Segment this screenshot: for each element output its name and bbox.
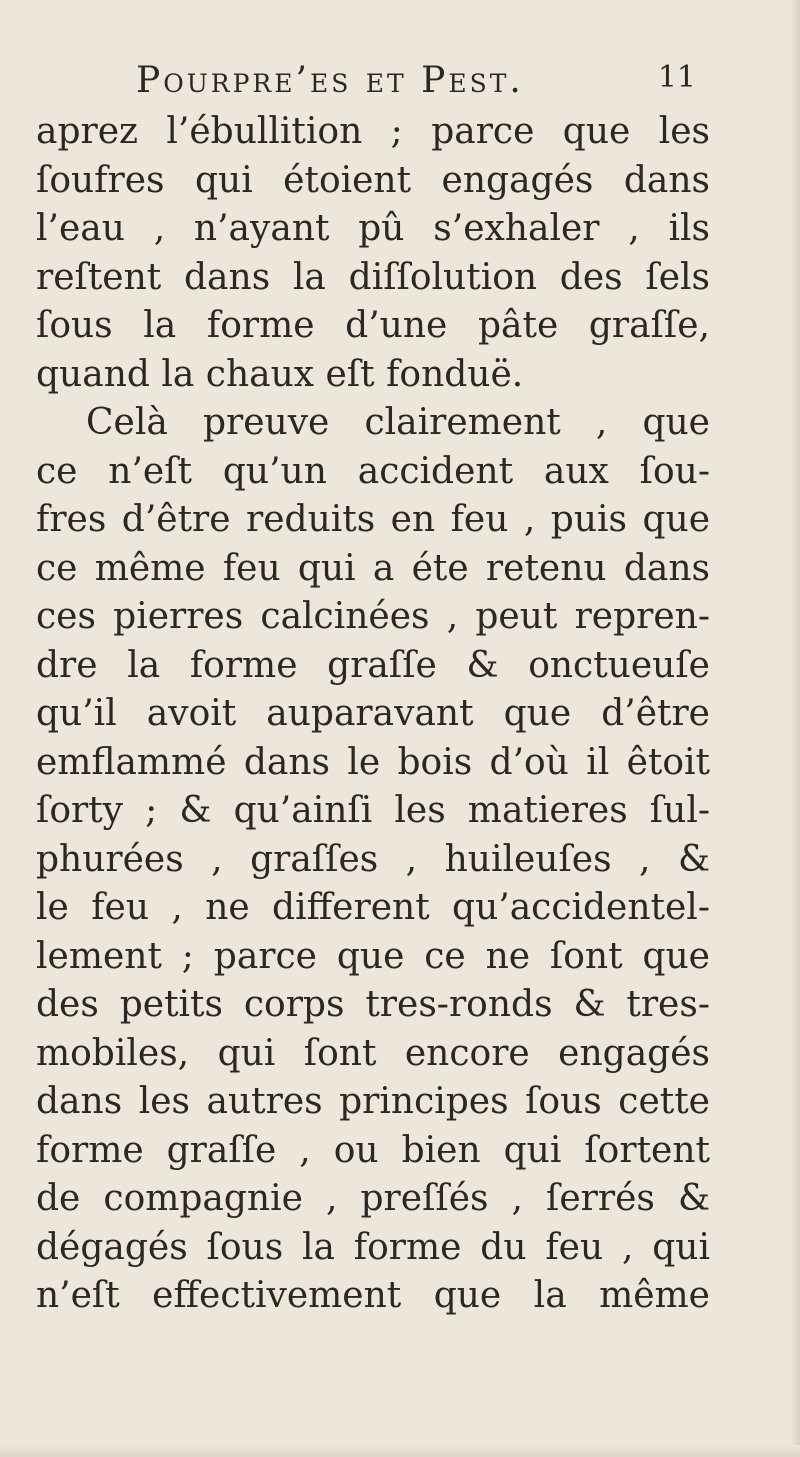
page-edge-shadow: [792, 0, 800, 1457]
text-line: mobiles, qui ſont encore engagés: [36, 1032, 710, 1074]
text-line: fres d’être reduits en feu , puis que: [36, 499, 710, 540]
text-line: aprez l’ébullition ; parce que les: [36, 111, 710, 152]
text-line: de compagnie , preſſés , ſerrés &: [36, 1178, 710, 1219]
text-line: l’eau , n’ayant pû s’exhaler , ils: [36, 208, 710, 249]
text-line: ſorty ; & qu’ainſi les matieres ſul-: [36, 790, 710, 831]
text-line: dans les autres principes ſous cette: [36, 1081, 710, 1122]
text-line: ces pierres calcinées , peut repren-: [36, 596, 710, 637]
running-title: Pourpre’es et Pest.: [136, 60, 524, 101]
text-line: reſtent dans la diſſolution des ſels: [36, 256, 710, 298]
text-line: dre la forme graſſe & onctueuſe: [36, 644, 710, 686]
text-line: ſous la forme d’une pâte graſſe,: [36, 305, 710, 346]
text-line: n’eſt effectivement que la même: [36, 1275, 710, 1316]
page-number: 11: [657, 60, 696, 95]
text-line: phurées , graſſes , huileuſes , &: [36, 838, 710, 880]
text-line: ſoufres qui étoient engagés dans: [36, 159, 710, 201]
text-line: emflammé dans le bois d’où il êtoit: [36, 741, 710, 783]
text-line: quand la chaux eſt fonduë.: [36, 353, 524, 395]
text-line: Celà preuve clairement , que: [86, 402, 710, 443]
text-line: des petits corps tres-ronds & tres-: [36, 984, 710, 1025]
text-line: ce même feu qui a éte retenu dans: [36, 547, 710, 589]
text-line: ce n’eſt qu’un accident aux ſou-: [36, 450, 710, 492]
text-line: le feu , ne different qu’accidentel-: [36, 887, 710, 928]
text-line: qu’il avoit auparavant que d’être: [36, 693, 710, 734]
text-line: dégagés ſous la forme du feu , qui: [36, 1226, 710, 1268]
text-line: forme graſſe , ou bien qui ſortent: [36, 1129, 710, 1171]
running-head: [136, 60, 696, 100]
page-bottom-shadow: [0, 1445, 800, 1457]
body-text: [36, 108, 710, 1321]
text-line: lement ; parce que ce ne ſont que: [36, 935, 710, 977]
